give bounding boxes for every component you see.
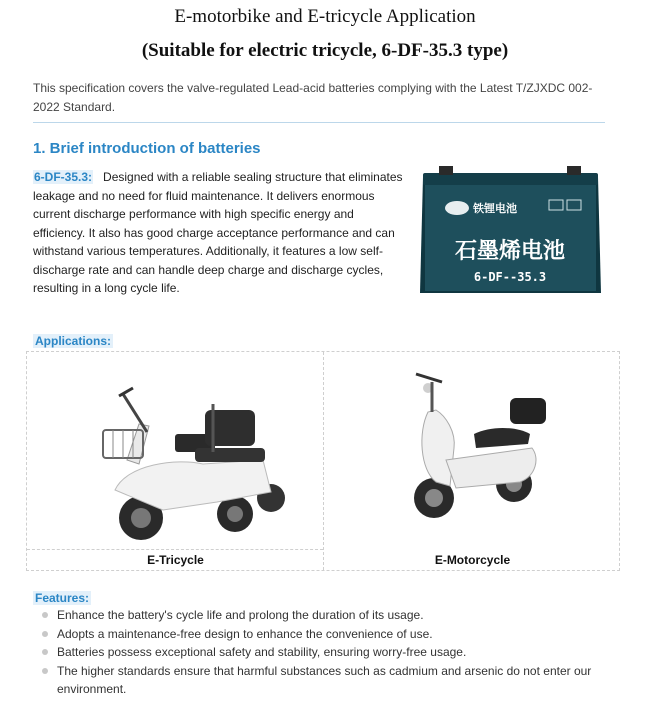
model-label: 6-DF-35.3:	[34, 170, 93, 184]
caption-tricycle: E-Tricycle	[147, 553, 204, 567]
applications-label: Applications:	[35, 334, 112, 348]
feature-text: Batteries possess exceptional safety and stability, ensuring worry-free usage.	[57, 645, 467, 659]
battery-image	[415, 163, 606, 303]
features-list	[33, 606, 613, 699]
feature-text: Enhance the battery's cycle life and prolong the duration of its usage.	[57, 608, 424, 622]
section-heading: 1. Brief introduction of batteries	[33, 140, 261, 157]
divider	[33, 122, 605, 123]
tricycle-image	[27, 352, 324, 552]
tricycle-cell	[27, 352, 324, 570]
page-title: E-motorbike and E-tricycle Application	[174, 6, 476, 27]
motorcycle-image	[324, 352, 621, 552]
feature-item	[33, 643, 613, 662]
feature-text: Adopts a maintenance-free design to enhance the convenience of use.	[57, 626, 433, 641]
intro-text: This specification covers the valve-regulated Lead-acid batteries complying with the Latest T/ZJXDC 002-2022 Standard.	[33, 81, 593, 114]
battery-model: 6-DF--35.3	[473, 270, 547, 284]
bullet-icon	[42, 612, 48, 618]
bullet-icon	[42, 649, 48, 655]
page-subtitle: (Suitable for electric tricycle, 6-DF-35.3 type)	[141, 40, 509, 61]
battery-product-name: 石墨烯电池	[454, 239, 566, 264]
feature-item	[33, 662, 613, 699]
battery-brand: 铁锂电池	[473, 202, 517, 215]
battery-description	[33, 168, 403, 298]
bullet-icon	[42, 668, 48, 674]
applications-table	[26, 351, 620, 571]
motorcycle-cell	[324, 352, 621, 570]
bullet-icon	[42, 631, 48, 637]
feature-text: The higher standards ensure that harmful substances such as cadmium and arsenic do not enter our environment.	[57, 663, 592, 696]
feature-item	[33, 606, 613, 625]
description-text: Designed with a reliable sealing structure that eliminates leakage and no need for fluid maintenance. It delivers enormous current discharge performance with high specific energy and efficiency. It also has good charge acceptance performance and can withstand various temperatures. Additionally, it features a low self-discharge rate and can handle deep charge and discharge cycles, resulting in a long cycle life.	[33, 170, 403, 295]
feature-item	[33, 625, 613, 644]
features-label: Features:	[35, 591, 90, 605]
caption-motorcycle: E-Motorcycle	[434, 553, 511, 567]
